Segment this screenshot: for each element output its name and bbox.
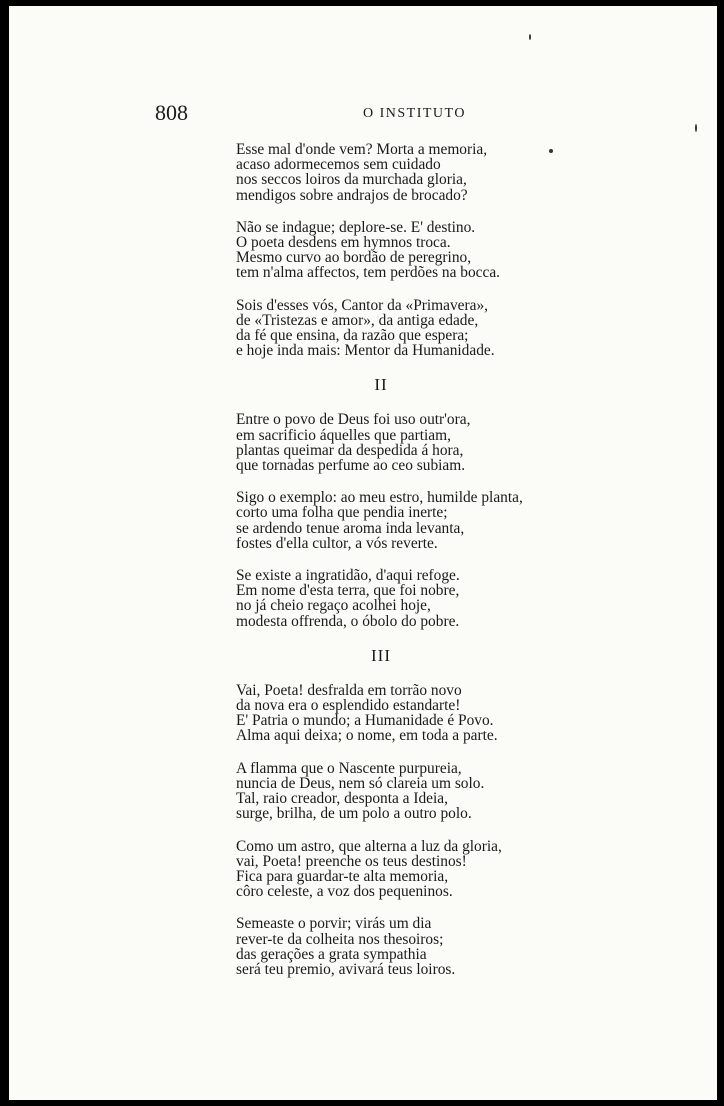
book-page <box>9 6 717 1100</box>
verse-line: Fica para guardar-te alta memoria, <box>236 867 449 885</box>
stanza <box>236 683 566 744</box>
verse-line: e hoje inda mais: Mentor da Humanidade. <box>236 342 495 360</box>
verse-line: corto uma folha que pendia inerte; <box>236 504 448 522</box>
verse-line: O poeta desdens em hymnos troca. <box>236 234 451 252</box>
page-number: 808 <box>155 100 188 125</box>
stanza <box>236 298 566 359</box>
verse-line: rever-te da colheita nos thesoiros; <box>236 930 444 948</box>
verse-line: Entre o povo de Deus foi uso outr'ora, <box>236 411 471 429</box>
verse-line: Esse mal d'onde vem? Morta a memoria, <box>236 141 488 158</box>
verse-line: nuncia de Deus, nem só clareia um solo. <box>236 774 485 792</box>
verse-line: Se existe a ingratidão, d'aqui refoge. <box>236 567 460 585</box>
verse-line: se ardendo tenue aroma inda levanta, <box>236 519 465 537</box>
verse-line: da fé que ensina, da razão que espera; <box>236 327 469 345</box>
verse-line: da nova era o esplendido estandarte! <box>236 697 461 715</box>
verse-line: que tornadas perfume ao ceo subiam. <box>236 457 466 475</box>
stanza <box>236 568 566 629</box>
verse-line: das gerações a grata sympathia <box>236 945 427 963</box>
print-speck <box>695 124 697 132</box>
verse-line: vai, Poeta! preenche os teus destinos! <box>236 852 467 870</box>
verse-line: em sacrificio áquelles que partiam, <box>236 426 451 444</box>
verse-line: tem n'alma affectos, tem perdões na bocca. <box>236 264 501 282</box>
verse-line: Não se indague; deplore-se. E' destino. <box>236 218 476 236</box>
verse-line: Em nome d'esta terra, que foi nobre, <box>236 582 460 600</box>
running-head <box>9 100 717 130</box>
stanza <box>236 412 566 473</box>
verse-line: surge, brilha, de um polo a outro polo. <box>236 805 472 823</box>
verse-line: fostes d'ella cultor, a vós reverte. <box>236 534 438 552</box>
section-heading-iii: III <box>371 645 391 665</box>
journal-title: O INSTITUTO <box>363 106 466 121</box>
verse-line: de «Tristezas e amor», da antiga edade, <box>236 311 479 329</box>
verse-line: Sois d'esses vós, Cantor da «Primavera», <box>236 296 488 314</box>
verse-line: nos seccos loiros da murchada gloria, <box>236 171 467 189</box>
verse-line: modesta offrenda, o óbolo do pobre. <box>236 612 460 630</box>
stanza <box>236 490 566 551</box>
section-heading-ii: II <box>374 375 388 395</box>
stanza <box>236 761 566 822</box>
verse-line: Vai, Poeta! desfralda em torrão novo <box>236 681 462 699</box>
verse-line: Alma aqui deixa; o nome, em toda a parte. <box>236 727 498 745</box>
verse-line: Tal, raio creador, desponta a Ideia, <box>236 790 448 808</box>
verse-line: Como um astro, que alterna a luz da gloria, <box>236 837 502 855</box>
verse-line: E' Patria o mundo; a Humanidade é Povo. <box>236 712 494 730</box>
stanza <box>236 839 566 900</box>
verse-line: Semeaste o porvir; virás um dia <box>236 915 432 933</box>
verse-line: plantas queimar da despedida á hora, <box>236 441 464 459</box>
stanza <box>236 916 566 977</box>
poem <box>236 142 566 994</box>
verse-line: no já cheio regaço acolhei hoje, <box>236 597 431 615</box>
verse-line: acaso adormecemos sem cuidado <box>236 156 441 174</box>
verse-line: Sigo o exemplo: ao meu estro, humilde planta, <box>236 489 523 507</box>
verse-line: será teu premio, avivará teus loiros. <box>236 960 456 978</box>
print-speck <box>549 149 553 153</box>
print-speck <box>529 34 531 40</box>
stanza <box>236 220 566 281</box>
stanza <box>236 142 566 203</box>
verse-line: Mesmo curvo ao bordão de peregrino, <box>236 249 472 267</box>
verse-line: A flamma que o Nascente purpureia, <box>236 759 462 777</box>
verse-line: côro celeste, a voz dos pequeninos. <box>236 883 453 901</box>
verse-line: mendigos sobre andrajos de brocado? <box>236 186 468 204</box>
